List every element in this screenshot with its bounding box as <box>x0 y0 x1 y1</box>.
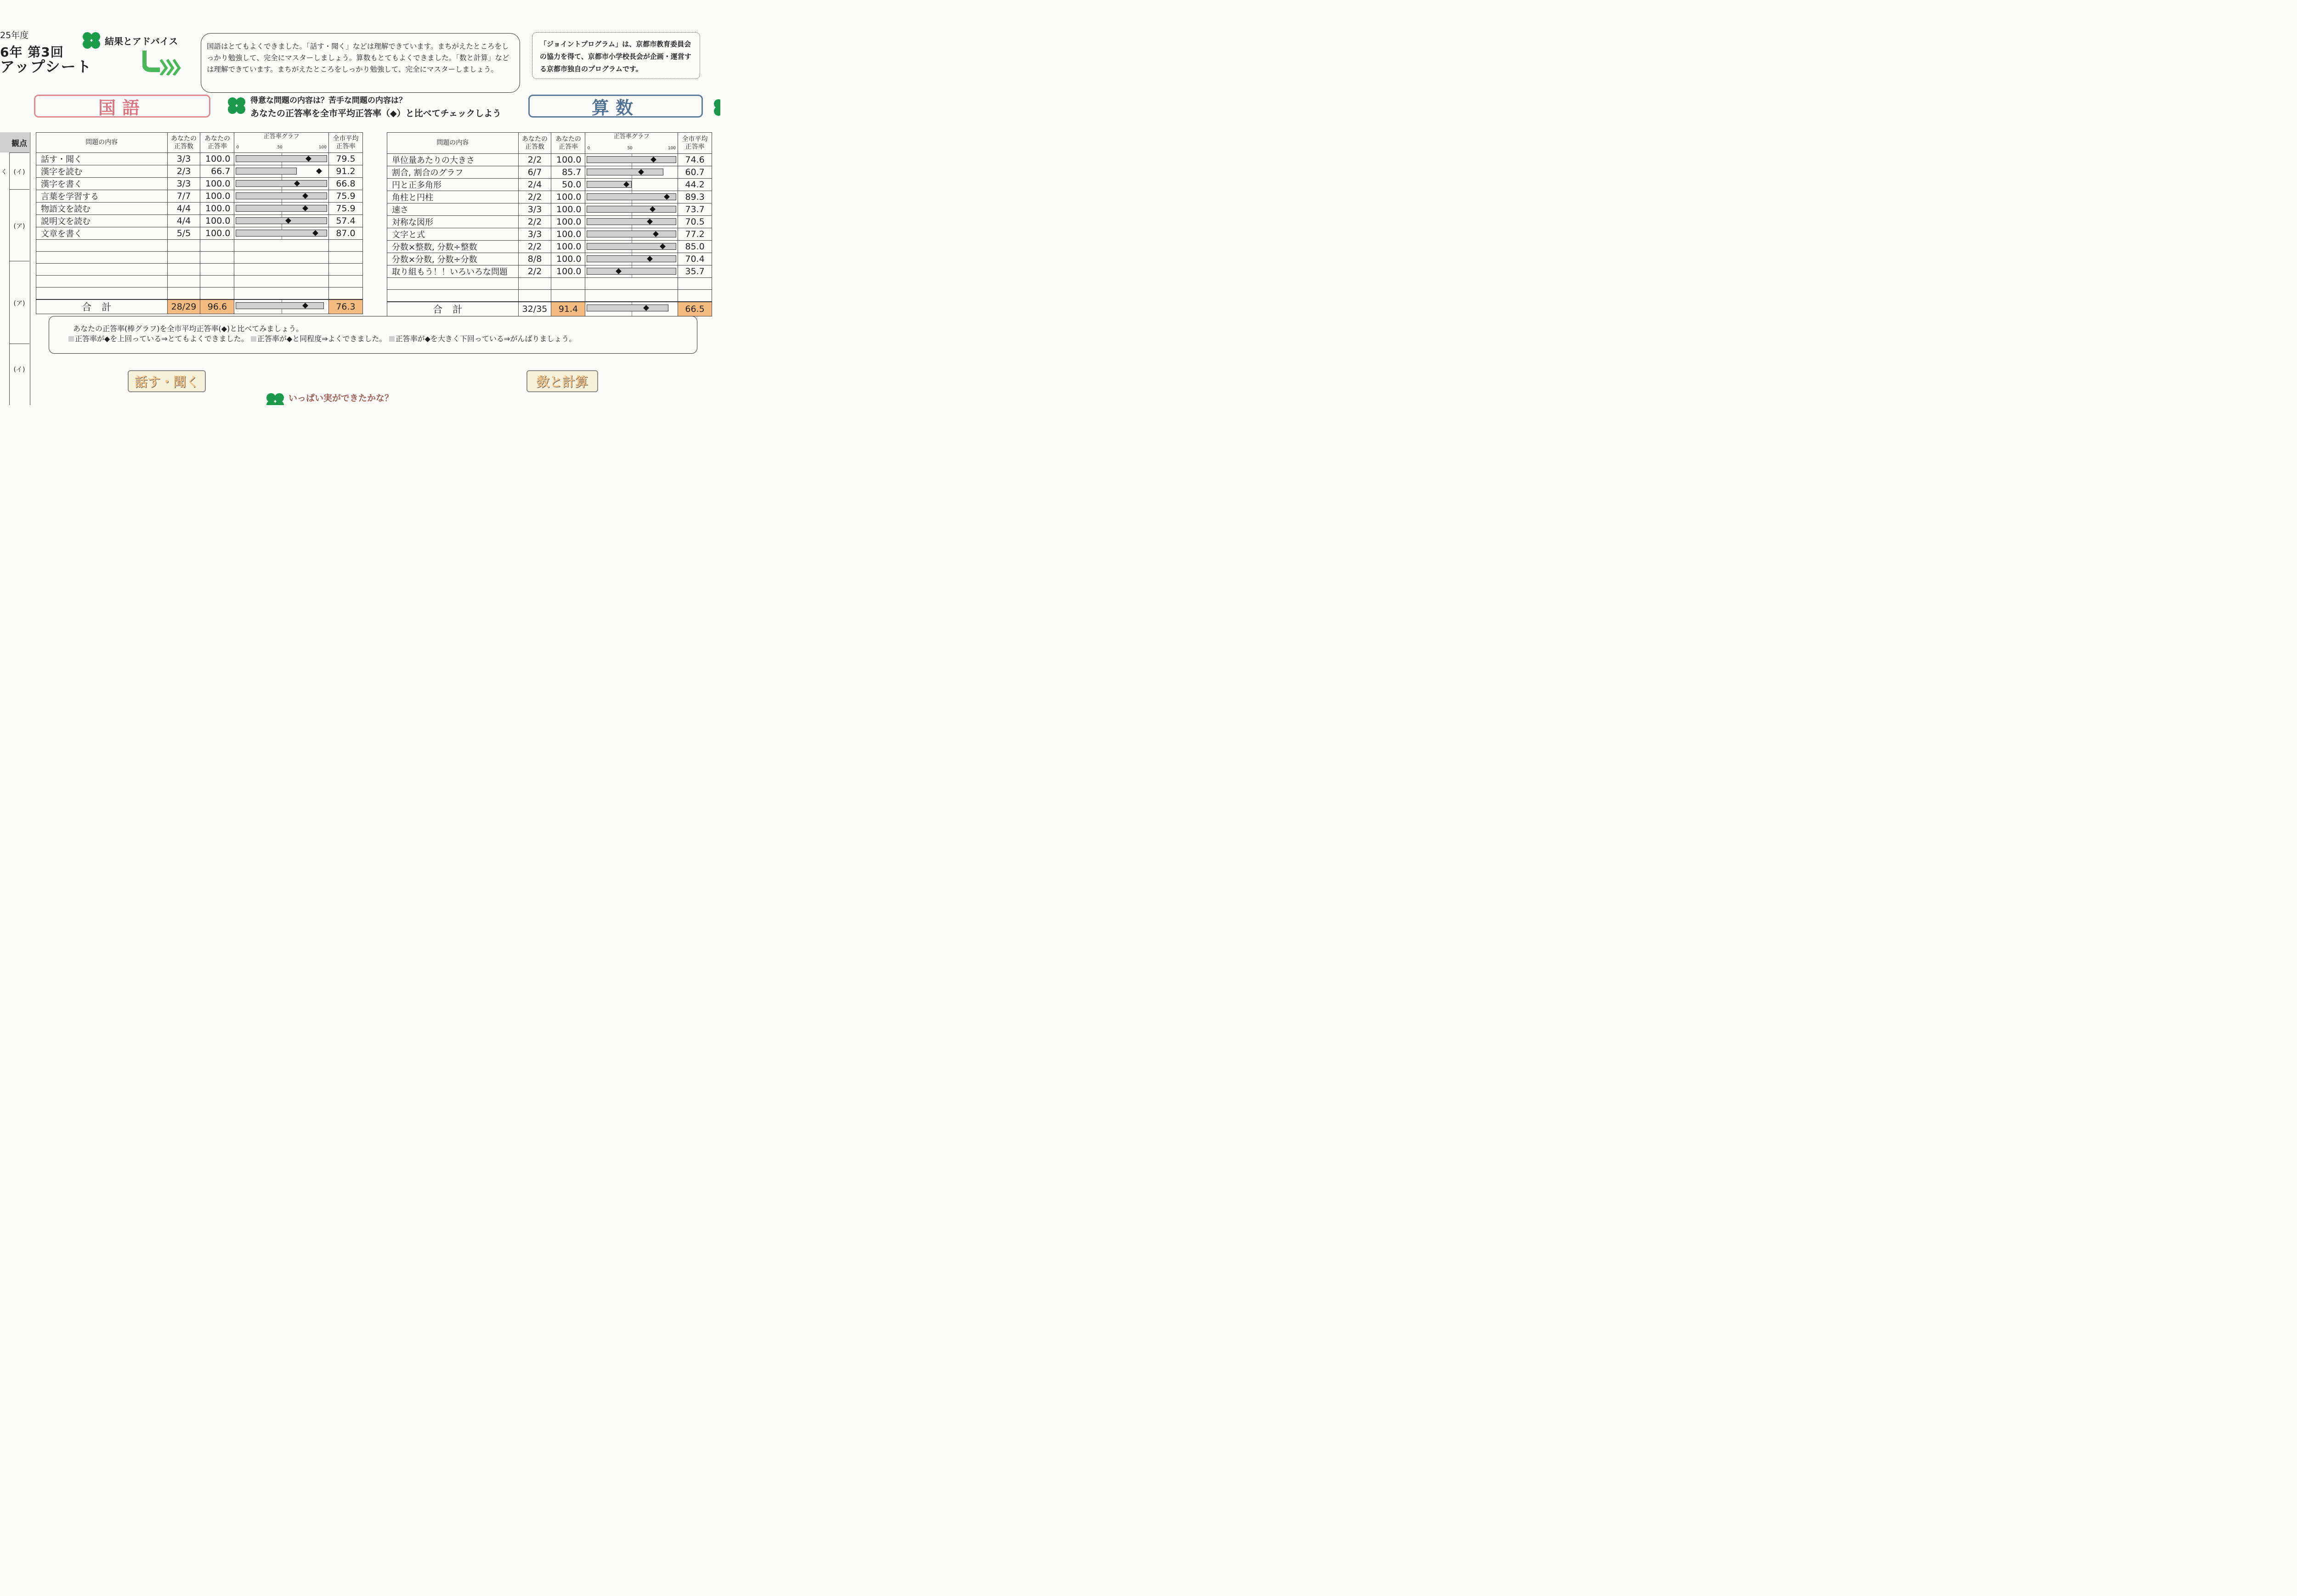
report-year: 25年度 <box>0 30 29 40</box>
header-avg: 全市平均 正答率 <box>329 133 363 153</box>
subject-sansu-title: 算数 <box>528 95 703 118</box>
table-row <box>387 265 712 278</box>
row-correct-count: 3/3 <box>518 228 551 241</box>
row-graph <box>585 241 678 253</box>
table-row <box>36 276 363 288</box>
row-average <box>678 278 712 290</box>
row-rate: 100.0 <box>551 203 585 216</box>
clover-icon <box>712 97 720 118</box>
kanten-item: (ア) <box>13 300 25 307</box>
row-rate <box>200 264 234 276</box>
total-average: 66.5 <box>678 302 712 316</box>
row-graph <box>234 178 329 190</box>
row-average <box>329 276 363 288</box>
row-correct-count: 5/5 <box>167 227 200 240</box>
program-info: 「ジョイントプログラム」は、京都市教育委員会の協力を得て、京都市小学校長会が企画・運営する京都市独自のプログラムです。 <box>532 32 700 79</box>
rate-bar <box>236 155 327 162</box>
row-correct-count <box>167 288 200 300</box>
check-statement: あなたの正答率を全市平均正答率（◆）と比べてチェックしよう <box>250 108 502 118</box>
header-your-rate: あなたの 正答率 <box>200 133 234 153</box>
total-correct-count: 32/35 <box>518 302 551 316</box>
table-row <box>387 290 712 302</box>
table-row <box>387 154 712 166</box>
row-content: 速さ <box>387 203 519 216</box>
table-row <box>387 241 712 253</box>
row-correct-count: 4/4 <box>167 215 200 227</box>
rate-bar <box>587 156 676 163</box>
table-row <box>36 215 363 227</box>
rate-bar <box>236 168 296 175</box>
row-rate: 100.0 <box>551 241 585 253</box>
row-graph <box>234 288 329 300</box>
row-content: 漢字を書く <box>36 178 168 190</box>
badge-hanasu-kiku: 話す・聞く <box>128 370 206 392</box>
total-graph <box>234 299 329 314</box>
row-graph <box>234 203 329 215</box>
table-row <box>387 228 712 241</box>
row-content: 単位量あたりの大きさ <box>387 154 519 166</box>
row-content <box>36 240 168 252</box>
arrow-icon <box>142 50 184 75</box>
bar-swatch-icon <box>68 336 74 342</box>
kanten-column <box>0 132 29 405</box>
row-average: 85.0 <box>678 241 712 253</box>
header-graph: 正答率グラフ 0 50 100 <box>234 133 329 153</box>
bottom-caption: いっぱい実ができたかな？ <box>289 393 394 403</box>
note-line2: 正答率が◆を上回っている⇒とてもよくできました。 正答率が◆と同程度⇒よくできました。 正答率が◆を大きく下回っている⇒がんばりましょう。 <box>68 334 697 344</box>
row-rate: 100.0 <box>200 227 234 240</box>
row-correct-count <box>167 252 200 264</box>
row-rate: 50.0 <box>551 179 585 191</box>
row-graph <box>234 264 329 276</box>
row-graph <box>585 278 678 290</box>
row-content <box>387 290 519 302</box>
rate-bar <box>587 268 676 275</box>
row-average <box>329 252 363 264</box>
row-correct-count <box>167 264 200 276</box>
table-row <box>36 240 363 252</box>
row-average: 79.5 <box>329 153 363 165</box>
table-row <box>387 203 712 216</box>
row-content: 円と正多角形 <box>387 179 519 191</box>
row-content: 文章を書く <box>36 227 168 240</box>
clover-icon <box>265 391 286 405</box>
rate-bar <box>587 218 676 225</box>
row-correct-count <box>518 278 551 290</box>
row-content <box>36 276 168 288</box>
row-average: 70.4 <box>678 253 712 265</box>
row-average: 74.6 <box>678 154 712 166</box>
clover-icon <box>81 30 102 51</box>
row-rate <box>200 276 234 288</box>
total-label: 合計 <box>36 299 168 314</box>
header-graph: 正答率グラフ 0 50 100 <box>585 133 678 154</box>
kanten-item: (イ) <box>13 169 25 176</box>
row-correct-count: 2/3 <box>167 165 200 178</box>
advice-label: 結果とアドバイス <box>105 36 178 47</box>
row-correct-count: 3/3 <box>518 203 551 216</box>
row-average <box>678 290 712 302</box>
row-correct-count: 7/7 <box>167 190 200 203</box>
bar-swatch-icon <box>389 336 395 342</box>
row-average: 70.5 <box>678 216 712 228</box>
row-rate <box>200 252 234 264</box>
row-rate: 100.0 <box>200 215 234 227</box>
row-content <box>387 278 519 290</box>
row-rate: 66.7 <box>200 165 234 178</box>
kanten-item: (ア) <box>13 223 25 230</box>
rate-bar <box>587 193 676 200</box>
row-content <box>36 264 168 276</box>
row-content: 分数×整数, 分数÷整数 <box>387 241 519 253</box>
row-content: 取り組もう！！いろいろな問題 <box>387 265 519 278</box>
row-average: 66.8 <box>329 178 363 190</box>
table-row <box>36 252 363 264</box>
row-correct-count <box>167 276 200 288</box>
row-rate <box>200 288 234 300</box>
rate-bar <box>236 217 327 224</box>
row-graph <box>585 166 678 179</box>
row-graph <box>234 252 329 264</box>
row-rate: 100.0 <box>200 190 234 203</box>
row-correct-count <box>167 240 200 252</box>
row-rate: 85.7 <box>551 166 585 179</box>
row-average: 75.9 <box>329 190 363 203</box>
row-average <box>329 288 363 300</box>
table-row <box>387 216 712 228</box>
row-average: 75.9 <box>329 203 363 215</box>
row-correct-count: 3/3 <box>167 178 200 190</box>
row-content: 分数×分数, 分数÷分数 <box>387 253 519 265</box>
total-row <box>36 299 363 314</box>
row-graph <box>585 203 678 216</box>
table-row <box>387 278 712 290</box>
table-row <box>36 227 363 240</box>
header-your-rate: あなたの 正答率 <box>551 133 585 154</box>
row-graph <box>234 215 329 227</box>
row-correct-count: 2/4 <box>518 179 551 191</box>
rate-bar <box>587 206 676 213</box>
total-rate: 91.4 <box>551 302 585 316</box>
row-correct-count: 8/8 <box>518 253 551 265</box>
row-graph <box>585 179 678 191</box>
table-row <box>387 253 712 265</box>
report-title: アップシート <box>0 58 92 75</box>
row-content: 割合, 割合のグラフ <box>387 166 519 179</box>
row-average <box>329 240 363 252</box>
row-content: 言葉を学習する <box>36 190 168 203</box>
row-correct-count: 2/2 <box>518 191 551 203</box>
total-rate: 96.6 <box>200 299 234 314</box>
row-rate: 100.0 <box>200 178 234 190</box>
row-graph <box>234 227 329 240</box>
row-correct-count: 2/2 <box>518 265 551 278</box>
total-correct-count: 28/29 <box>167 299 200 314</box>
row-graph <box>585 290 678 302</box>
row-correct-count <box>518 290 551 302</box>
header-avg: 全市平均 正答率 <box>678 133 712 154</box>
rate-bar <box>236 180 327 187</box>
bar-swatch-icon <box>251 336 256 342</box>
row-graph <box>234 190 329 203</box>
average-diamond-icon <box>316 168 322 174</box>
table-row <box>36 190 363 203</box>
table-row <box>387 166 712 179</box>
badge-kazu-keisan: 数と計算 <box>526 370 598 392</box>
row-correct-count: 2/2 <box>518 241 551 253</box>
row-graph <box>234 276 329 288</box>
table-row <box>36 178 363 190</box>
table-row <box>387 191 712 203</box>
row-average <box>329 264 363 276</box>
row-graph <box>234 240 329 252</box>
rate-bar <box>587 305 668 311</box>
advice-box: 国語はとてもよくできました。「話す・聞く」などは理解できています。まちがえたところをしっかり勉強して、完全にマスターしましょう。算数もとてもよくできました。「数と計算」などは理解できています。まちがえたところをしっかり勉強して、完全にマスターしましょう。 <box>201 33 520 93</box>
row-average: 73.7 <box>678 203 712 216</box>
row-rate: 100.0 <box>551 191 585 203</box>
row-content: 対称な図形 <box>387 216 519 228</box>
kanten-partial: く <box>1 169 7 176</box>
row-correct-count: 3/3 <box>167 153 200 165</box>
table-row <box>36 288 363 300</box>
rate-bar <box>587 169 663 175</box>
row-correct-count: 2/2 <box>518 216 551 228</box>
row-rate <box>551 290 585 302</box>
header-your-correct: あなたの 正答数 <box>167 133 200 153</box>
header-content: 問題の内容 <box>36 133 168 153</box>
rate-bar <box>236 205 327 212</box>
row-content: 物語文を読む <box>36 203 168 215</box>
row-graph <box>234 165 329 178</box>
kanten-item: (イ) <box>13 366 25 373</box>
row-rate: 100.0 <box>551 228 585 241</box>
row-content <box>36 252 168 264</box>
rate-bar <box>236 192 327 199</box>
row-rate: 100.0 <box>551 154 585 166</box>
report-grade: 6年 第3回 <box>0 45 64 60</box>
header-content: 問題の内容 <box>387 133 519 154</box>
row-content: 角柱と円柱 <box>387 191 519 203</box>
total-label: 合計 <box>387 302 519 316</box>
rate-bar <box>236 302 324 309</box>
subject-kokugo-title: 国語 <box>34 95 210 118</box>
row-graph <box>585 216 678 228</box>
row-average: 57.4 <box>329 215 363 227</box>
note-line1: あなたの正答率(棒グラフ)を全市平均正答率(◆)と比べてみましょう。 <box>73 324 304 333</box>
row-correct-count: 2/2 <box>518 154 551 166</box>
row-graph <box>585 253 678 265</box>
row-rate: 100.0 <box>200 203 234 215</box>
row-graph <box>585 154 678 166</box>
explanation-note <box>49 316 697 354</box>
row-graph <box>585 228 678 241</box>
row-average: 35.7 <box>678 265 712 278</box>
rate-bar <box>587 231 676 237</box>
row-average: 87.0 <box>329 227 363 240</box>
check-question: 得意な問題の内容は？苦手な問題の内容は？ <box>250 96 407 105</box>
table-row <box>387 179 712 191</box>
header-your-correct: あなたの 正答数 <box>518 133 551 154</box>
row-average: 91.2 <box>329 165 363 178</box>
row-content: 話す・聞く <box>36 153 168 165</box>
row-rate <box>551 278 585 290</box>
kokugo-table <box>36 132 363 314</box>
sansu-table <box>387 132 712 316</box>
table-row <box>36 203 363 215</box>
kanten-header: 観点 <box>9 132 29 153</box>
row-graph <box>234 153 329 165</box>
row-content: 文字と式 <box>387 228 519 241</box>
row-rate: 100.0 <box>551 216 585 228</box>
table-row <box>36 153 363 165</box>
row-rate <box>200 240 234 252</box>
row-average: 89.3 <box>678 191 712 203</box>
row-rate: 100.0 <box>551 253 585 265</box>
row-rate: 100.0 <box>200 153 234 165</box>
row-average: 77.2 <box>678 228 712 241</box>
clover-icon <box>226 96 247 117</box>
total-average: 76.3 <box>329 299 363 314</box>
row-graph <box>585 265 678 278</box>
row-content <box>36 288 168 300</box>
row-correct-count: 6/7 <box>518 166 551 179</box>
row-average: 60.7 <box>678 166 712 179</box>
table-row <box>36 264 363 276</box>
total-graph <box>585 302 678 316</box>
row-rate: 100.0 <box>551 265 585 278</box>
table-row <box>36 165 363 178</box>
row-correct-count: 4/4 <box>167 203 200 215</box>
row-content: 漢字を読む <box>36 165 168 178</box>
total-row <box>387 302 712 316</box>
rate-bar <box>587 255 676 262</box>
row-average: 44.2 <box>678 179 712 191</box>
row-graph <box>585 191 678 203</box>
row-content: 説明文を読む <box>36 215 168 227</box>
